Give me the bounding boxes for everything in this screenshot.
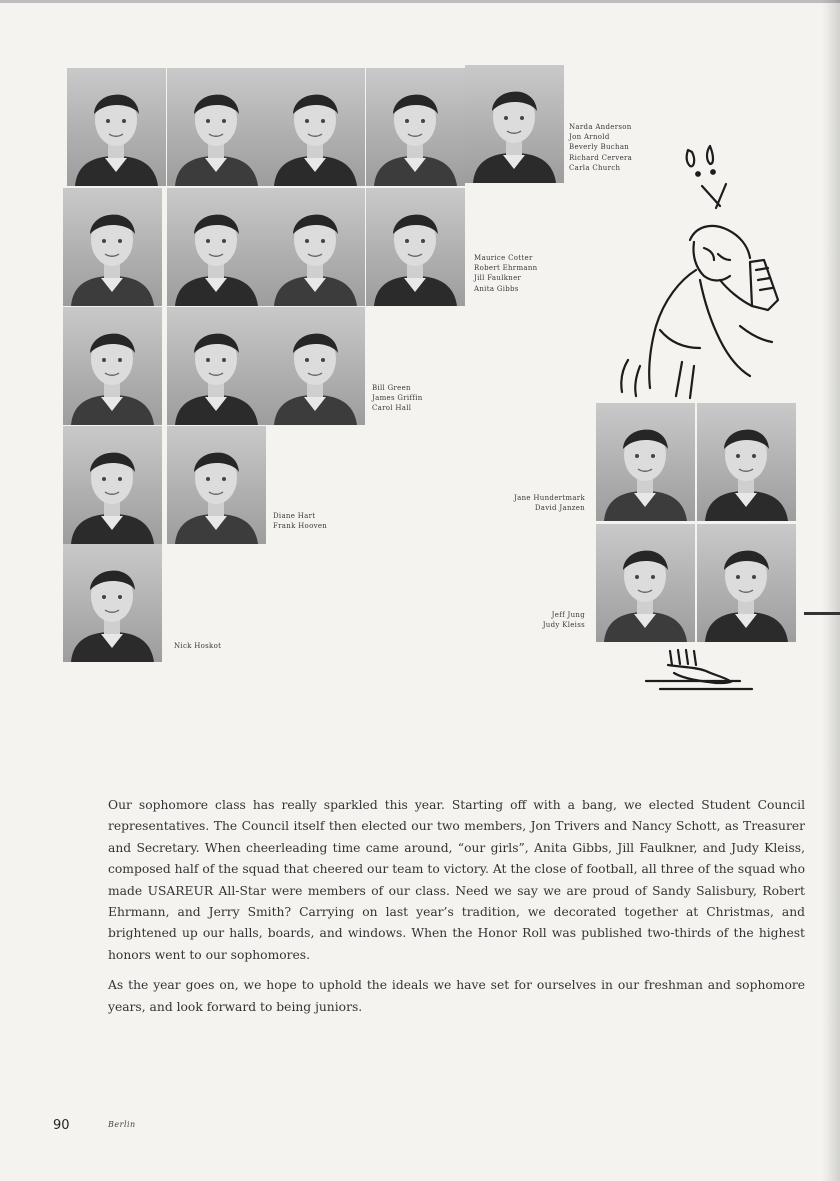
class-summary-text xyxy=(108,795,805,1027)
portrait-silhouette xyxy=(63,426,162,544)
name-caption-group-7 xyxy=(500,610,585,630)
student-name: Carol Hall xyxy=(372,404,412,413)
portrait-silhouette xyxy=(167,68,266,186)
portrait-silhouette xyxy=(167,188,266,306)
portrait-photo xyxy=(465,65,564,183)
student-name: Jon Arnold xyxy=(569,133,610,142)
portrait-photo xyxy=(596,524,695,642)
portrait-silhouette xyxy=(266,307,365,425)
portrait-silhouette xyxy=(63,307,162,425)
name-caption-group-5 xyxy=(174,641,221,651)
portrait-photo xyxy=(596,403,695,521)
student-name: Carla Church xyxy=(569,163,621,172)
portrait-silhouette xyxy=(63,188,162,306)
portrait-silhouette xyxy=(465,65,564,183)
name-caption-group-3 xyxy=(372,383,423,414)
portrait-silhouette xyxy=(366,188,465,306)
portrait-photo xyxy=(697,524,796,642)
page-edge-tab xyxy=(804,612,840,615)
portrait-photo xyxy=(167,188,266,306)
sneaker-doodle xyxy=(640,645,760,697)
portrait-photo xyxy=(63,188,162,306)
portrait-photo xyxy=(266,307,365,425)
student-name: Jeff Jung xyxy=(551,611,585,619)
student-name: Judy Kleiss xyxy=(542,621,585,630)
student-name: Beverly Buchan xyxy=(569,143,630,152)
name-caption-group-6 xyxy=(484,493,585,513)
portrait-silhouette xyxy=(266,188,365,306)
portrait-photo xyxy=(63,307,162,425)
portrait-silhouette xyxy=(596,524,695,642)
page-number: 90 xyxy=(53,1118,70,1133)
student-name: Diane Hart xyxy=(273,512,316,520)
student-name: David Janzen xyxy=(534,504,585,513)
portrait-silhouette xyxy=(366,68,465,186)
student-name: Anita Gibbs xyxy=(474,284,519,293)
portrait-silhouette xyxy=(596,403,695,521)
portrait-photo xyxy=(266,68,365,186)
student-name: James Griffin xyxy=(372,394,423,403)
portrait-photo xyxy=(67,68,166,186)
portrait-silhouette xyxy=(67,68,166,186)
paragraph: As the year goes on, we hope to uphold the ideals we have set for ourselves in our freshman and sophomore years, and look forward to being juniors. xyxy=(108,978,805,1014)
name-caption-group-2 xyxy=(474,253,538,294)
portrait-silhouette xyxy=(697,524,796,642)
student-name: Richard Cervera xyxy=(569,153,633,162)
paragraph: Our sophomore class has really sparkled this year. Starting off with a bang, we elected Student Council representatives. The Council itself then elected our two members, Jon Trivers and Nancy Schott, as Treasurer and Secretary. When cheerleading time came around, “our girls”, Anita Gibbs, Jill Faulkner, and Judy Kleiss, composed half of the squad that cheered our team to victory. At the close of football, all three of the squad who made USAREUR All-Star were members of our class. Need we say we are proud of Sandy Salisbury, Robert Ehrmann, and Jerry Smith? Carrying on last year’s tradition, we decorated together at Christmas, and brightened up our halls, boards, and windows. When the Honor Roll was published two-thirds of the highest honors went to our sophomores. xyxy=(108,798,805,962)
student-name: Narda Anderson xyxy=(569,123,632,131)
portrait-photo xyxy=(167,426,266,544)
portrait-photo xyxy=(167,307,266,425)
reading-figure-doodle xyxy=(600,130,800,400)
portrait-silhouette xyxy=(167,426,266,544)
page-right-shadow xyxy=(822,0,840,1181)
student-name: Jill Faulkner xyxy=(474,274,522,283)
portrait-silhouette xyxy=(167,307,266,425)
school-name: Berlin xyxy=(108,1120,136,1129)
student-name: Bill Green xyxy=(372,384,411,392)
portrait-photo xyxy=(266,188,365,306)
portrait-silhouette xyxy=(697,403,796,521)
student-name: Nick Hoskot xyxy=(174,642,222,650)
name-caption-group-4 xyxy=(273,511,327,531)
portrait-photo xyxy=(366,188,465,306)
portrait-photo xyxy=(366,68,465,186)
portrait-silhouette xyxy=(266,68,365,186)
student-name: Robert Ehrmann xyxy=(474,264,538,273)
page-top-edge xyxy=(0,0,840,3)
student-name: Maurice Cotter xyxy=(474,254,533,262)
portrait-silhouette xyxy=(63,544,162,662)
portrait-photo xyxy=(63,426,162,544)
student-name: Frank Hooven xyxy=(273,522,328,531)
portrait-photo xyxy=(167,68,266,186)
portrait-photo xyxy=(697,403,796,521)
student-name: Jane Hundertmark xyxy=(514,494,585,502)
portrait-photo xyxy=(63,544,162,662)
